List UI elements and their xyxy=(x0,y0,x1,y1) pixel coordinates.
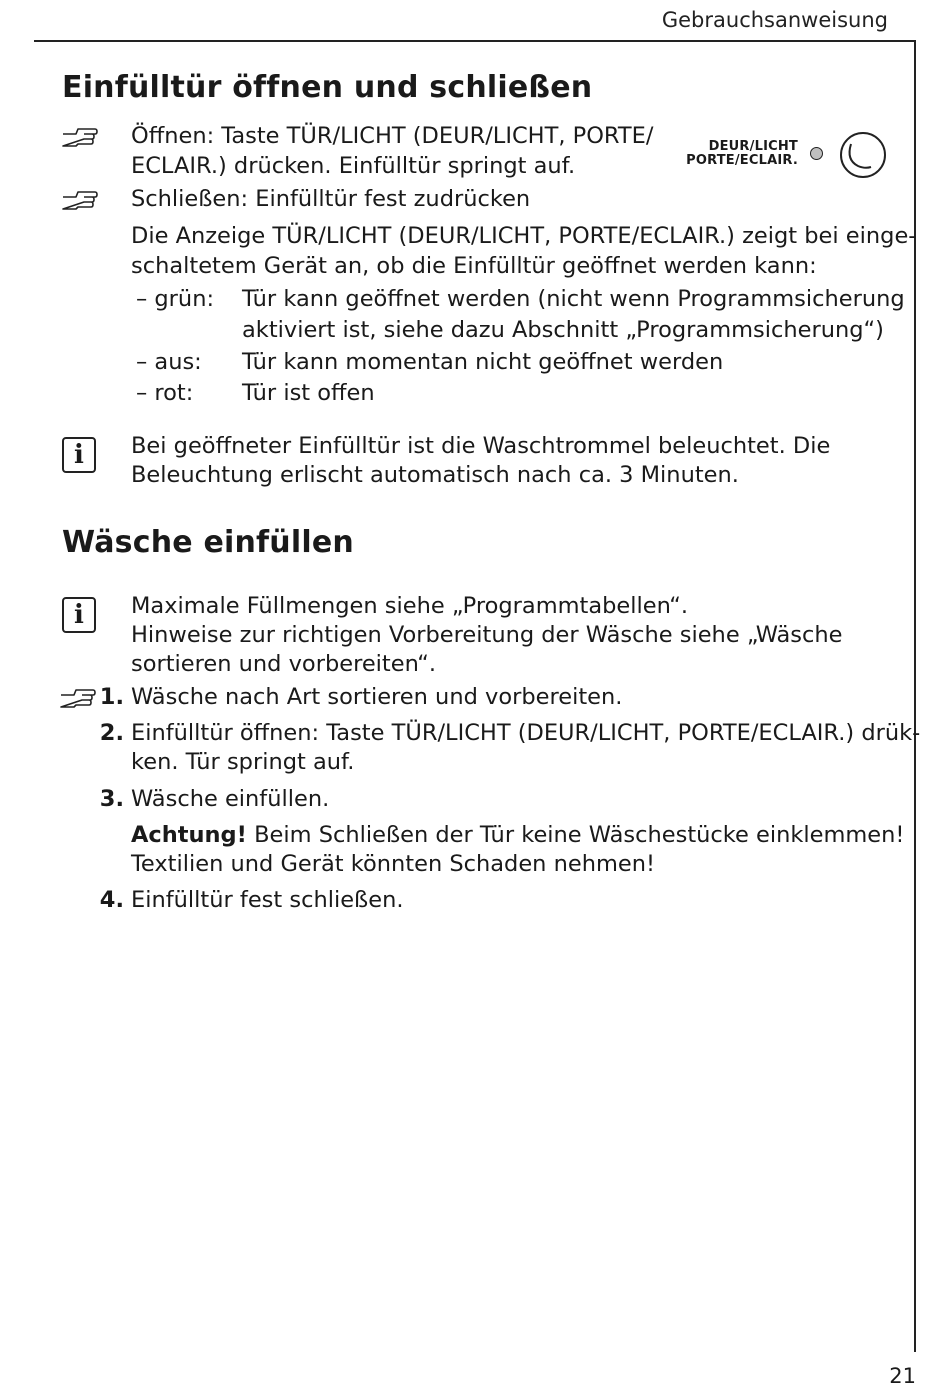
step-number: 2. xyxy=(99,720,124,746)
info-icon: i xyxy=(62,437,96,473)
close-step: Schließen: Einfülltür fest zudrücken xyxy=(131,186,531,212)
step-2-text-line2: ken. Tür springt auf. xyxy=(131,749,355,775)
door-indicator-led xyxy=(810,147,823,160)
warning-text: Beim Schließen der Tür keine Wäschestücke einklemmen! xyxy=(246,822,905,848)
warning-label: Achtung! xyxy=(131,822,247,848)
state-key-green: – grün: xyxy=(136,286,215,312)
step-3-text: Wäsche einfüllen. xyxy=(131,786,330,812)
section-heading-door: Einfülltür öffnen und schließen xyxy=(62,70,593,105)
step-2-text-line1: Einfülltür öffnen: Taste TÜR/LICHT (DEUR/LICHT, PORTE/ECLAIR.) drük- xyxy=(131,720,921,746)
step-number: 1. xyxy=(99,684,124,710)
section-heading-loading: Wäsche einfüllen xyxy=(62,525,354,560)
state-text-green-cont: aktiviert ist, siehe dazu Abschnitt „Programmsicherung“) xyxy=(242,317,884,343)
step-4-text: Einfülltür fest schließen. xyxy=(131,887,404,913)
open-step-line2: ECLAIR.) drücken. Einfülltür springt auf. xyxy=(131,153,576,179)
indicator-description-line1: Die Anzeige TÜR/LICHT (DEUR/LICHT, PORTE/ECLAIR.) zeigt bei einge- xyxy=(131,223,917,249)
state-text-green: Tür kann geöffnet werden (nicht wenn Programmsicherung xyxy=(242,286,905,312)
indicator-description-line2: schaltetem Gerät an, ob die Einfülltür geöffnet werden kann: xyxy=(131,253,817,279)
panel-door-light-label: DEUR/LICHT PORTE/ECLAIR. xyxy=(686,139,798,168)
state-key-off: – aus: xyxy=(136,349,202,375)
warning-line2: Textilien und Gerät könnten Schaden nehmen! xyxy=(131,851,655,877)
info-icon: i xyxy=(62,597,96,633)
info-lighting-line1: Bei geöffneter Einfülltür ist die Waschtrommel beleuchtet. Die xyxy=(131,433,831,459)
info-load-line3: sortieren und vorbereiten“. xyxy=(131,651,437,677)
info-load-line1: Maximale Füllmengen siehe „Programmtabellen“. xyxy=(131,593,689,619)
step-number: 3. xyxy=(99,786,124,812)
pointing-hand-icon xyxy=(62,126,98,148)
warning-line1 xyxy=(131,820,904,850)
page-number: 21 xyxy=(889,1364,916,1388)
running-header: Gebrauchsanweisung xyxy=(661,8,888,32)
open-step-line1: Öffnen: Taste TÜR/LICHT (DEUR/LICHT, PORTE/ xyxy=(131,123,654,149)
pointing-hand-icon xyxy=(60,687,96,709)
step-1-text: Wäsche nach Art sortieren und vorbereiten. xyxy=(131,684,623,710)
info-lighting-line2: Beleuchtung erlischt automatisch nach ca. 3 Minuten. xyxy=(131,462,739,488)
state-text-red: Tür ist offen xyxy=(242,380,375,406)
header-rule xyxy=(34,40,916,42)
step-number: 4. xyxy=(99,887,124,913)
info-load-line2: Hinweise zur richtigen Vorbereitung der Wäsche siehe „Wäsche xyxy=(131,622,843,648)
state-text-off: Tür kann momentan nicht geöffnet werden xyxy=(242,349,724,375)
pointing-hand-icon xyxy=(62,189,98,211)
door-light-button-icon xyxy=(838,130,888,180)
state-key-red: – rot: xyxy=(136,380,194,406)
